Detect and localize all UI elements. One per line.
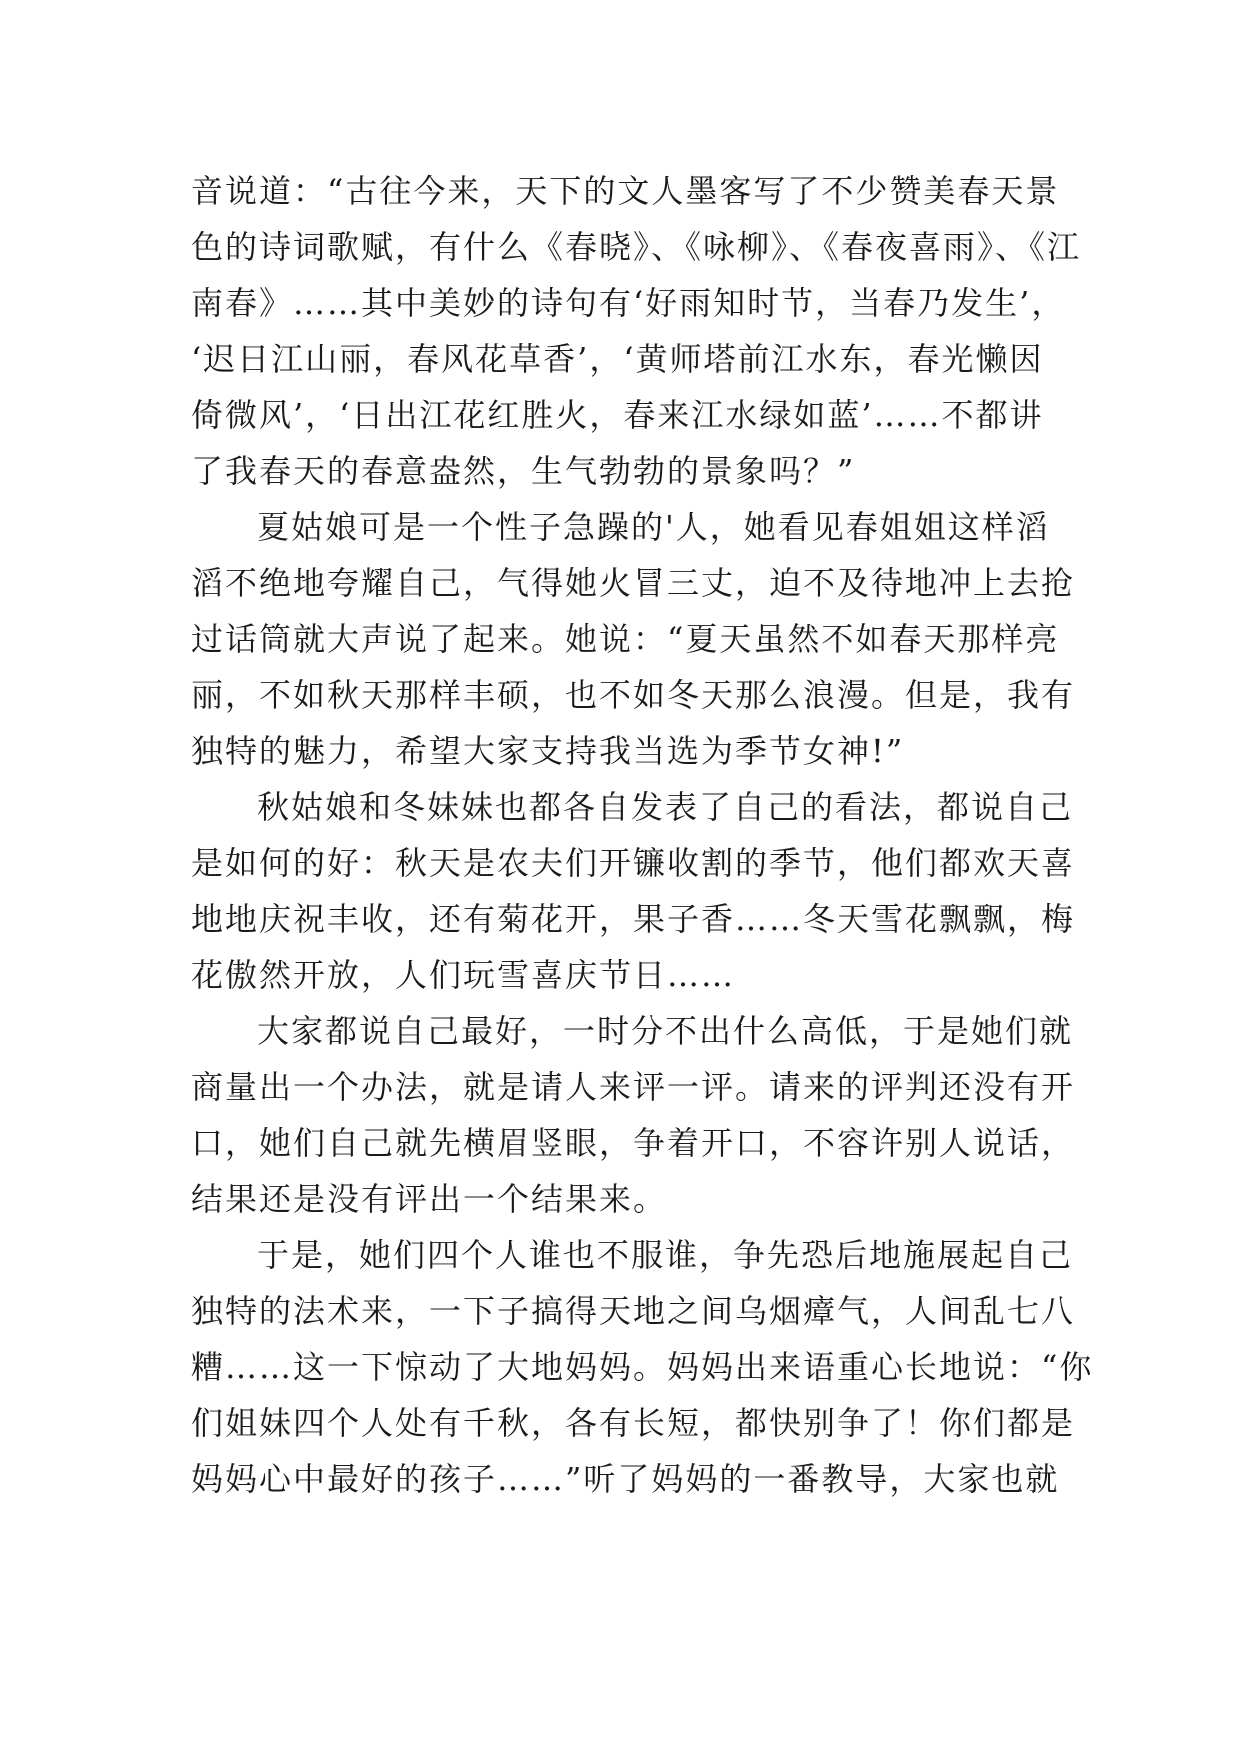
text-line: 音说道：“古往今来，天下的文人墨客写了不少赞美春天景: [191, 172, 1060, 210]
text-line: 过话筒就大声说了起来。她说：“夏天虽然不如春天那样亮: [191, 620, 1060, 658]
text-line: 色的诗词歌赋，有什么《春晓》、《咏柳》、《春夜喜雨》、《江: [191, 228, 1082, 266]
text-line: 独特的法术来，一下子搞得天地之间乌烟瘴气，人间乱七八: [191, 1292, 1076, 1330]
text-line: 了我春天的春意盎然，生气勃勃的景象吗？”: [191, 452, 856, 490]
text-line: 糟……这一下惊动了大地妈妈。妈妈出来语重心长地说：“你: [191, 1348, 1094, 1386]
text-line: 地地庆祝丰收，还有菊花开，果子香……冬天雪花飘飘，梅: [191, 900, 1076, 938]
text-line: 口，她们自己就先横眉竖眼，争着开口，不容许别人说话，: [191, 1124, 1076, 1162]
text-line: 独特的魅力，希望大家支持我当选为季节女神!”: [191, 732, 905, 770]
text-line: 是如何的好：秋天是农夫们开镰收割的季节，他们都欢天喜: [191, 844, 1076, 882]
paragraph-start-line: 秋姑娘和冬妹妹也都各自发表了自己的看法，都说自己: [257, 788, 1074, 826]
text-line: 花傲然开放，人们玩雪喜庆节日……: [191, 956, 736, 994]
text-line: ‘迟日江山丽，春风花草香’，‘黄师塔前江水东，春光懒因: [191, 340, 1044, 378]
text-line: 丽，不如秋天那样丰硕，也不如冬天那么浪漫。但是，我有: [191, 676, 1076, 714]
text-line: 南春》……其中美妙的诗句有‘好雨知时节，当春乃发生’，: [191, 284, 1066, 322]
document-body: [191, 163, 1094, 1507]
text-line: 妈妈心中最好的孩子……”听了妈妈的一番教导，大家也就: [191, 1460, 1060, 1498]
paragraph-start-line: 大家都说自己最好，一时分不出什么高低，于是她们就: [257, 1012, 1074, 1050]
text-line: 商量出一个办法，就是请人来评一评。请来的评判还没有开: [191, 1068, 1076, 1106]
text-line: 倚微风’，‘日出江花红胜火，春来江水绿如蓝’……不都讲: [191, 396, 1044, 434]
text-line: 滔不绝地夸耀自己，气得她火冒三丈，迫不及待地冲上去抢: [191, 564, 1076, 602]
paragraph-start-line: 于是，她们四个人谁也不服谁，争先恐后地施展起自己: [257, 1236, 1074, 1274]
text-line: 们姐妹四个人处有千秋，各有长短，都快别争了！你们都是: [191, 1404, 1076, 1442]
text-line: 结果还是没有评出一个结果来。: [191, 1180, 668, 1218]
paragraph-start-line: 夏姑娘可是一个性子急躁的'人，她看见春姐姐这样滔: [257, 508, 1050, 546]
